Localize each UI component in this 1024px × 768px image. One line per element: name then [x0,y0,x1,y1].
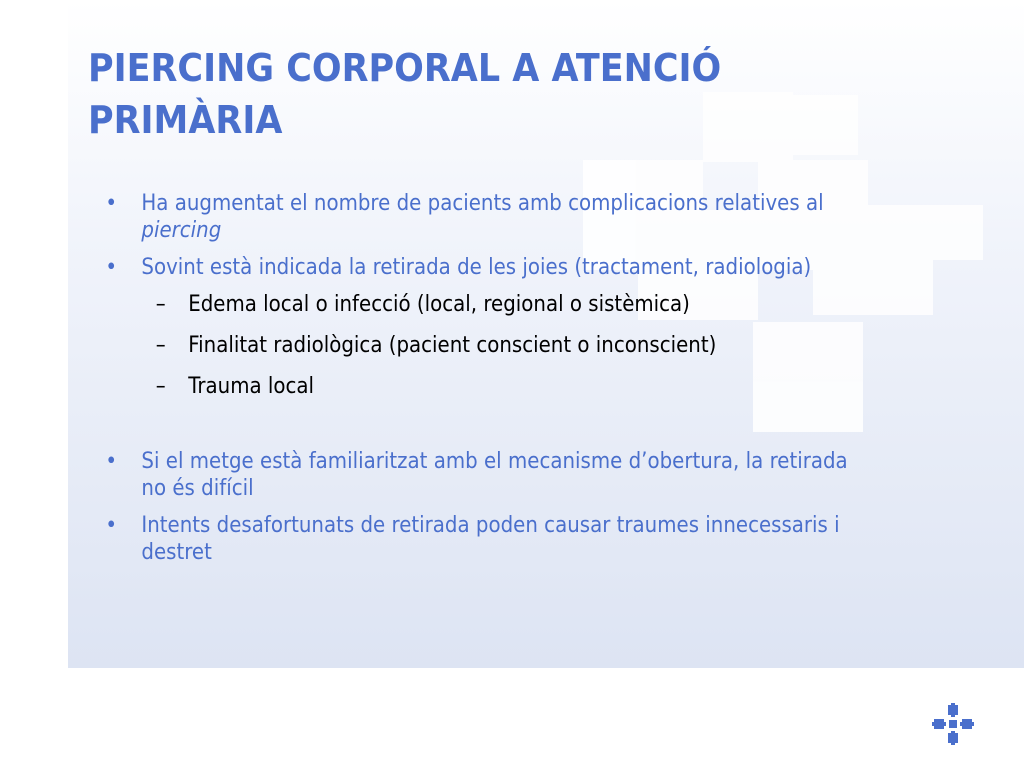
bullet-item [100,448,874,502]
crosses-logo-icon [932,703,976,747]
sub-bullet-text: Finalitat radiològica (pacient conscient o inconscient) [188,333,717,358]
bullet-text: Intents desafortunats de retirada poden causar traumes innecessaris i destret [141,513,840,565]
bullet-item [100,512,874,566]
bullet-marker: • [105,191,118,216]
spacer [100,414,874,448]
bullet-marker: • [105,255,118,280]
bullet-text: Si el metge està familiaritzat amb el mecanisme d’obertura, la retirada no és difícil [141,449,848,501]
slide-title: PIERCING CORPORAL A ATENCIÓ PRIMÀRIA [88,46,722,142]
dash-marker: – [155,333,166,358]
bullet-emphasis: piercing [141,218,222,243]
bullet-marker: • [105,449,118,474]
sub-bullet-text: Trauma local [188,374,315,399]
sub-bullet-item [100,332,874,359]
bullet-item [100,190,874,244]
sub-bullet-list [100,291,874,400]
dash-marker: – [155,292,166,317]
bullet-list-top [100,190,874,281]
bullet-marker: • [105,513,118,538]
bullet-list-bottom [100,448,874,566]
sub-bullet-item [100,291,874,318]
bullet-item [100,254,874,281]
sub-bullet-text: Edema local o infecció (local, regional o sistèmica) [188,292,690,317]
sub-bullet-item [100,373,874,400]
slide-content [100,190,874,576]
bullet-text: Ha augmentat el nombre de pacients amb complicacions relatives al [141,191,824,216]
bullet-text: Sovint està indicada la retirada de les joies (tractament, radiologia) [141,255,812,280]
dash-marker: – [155,374,166,399]
